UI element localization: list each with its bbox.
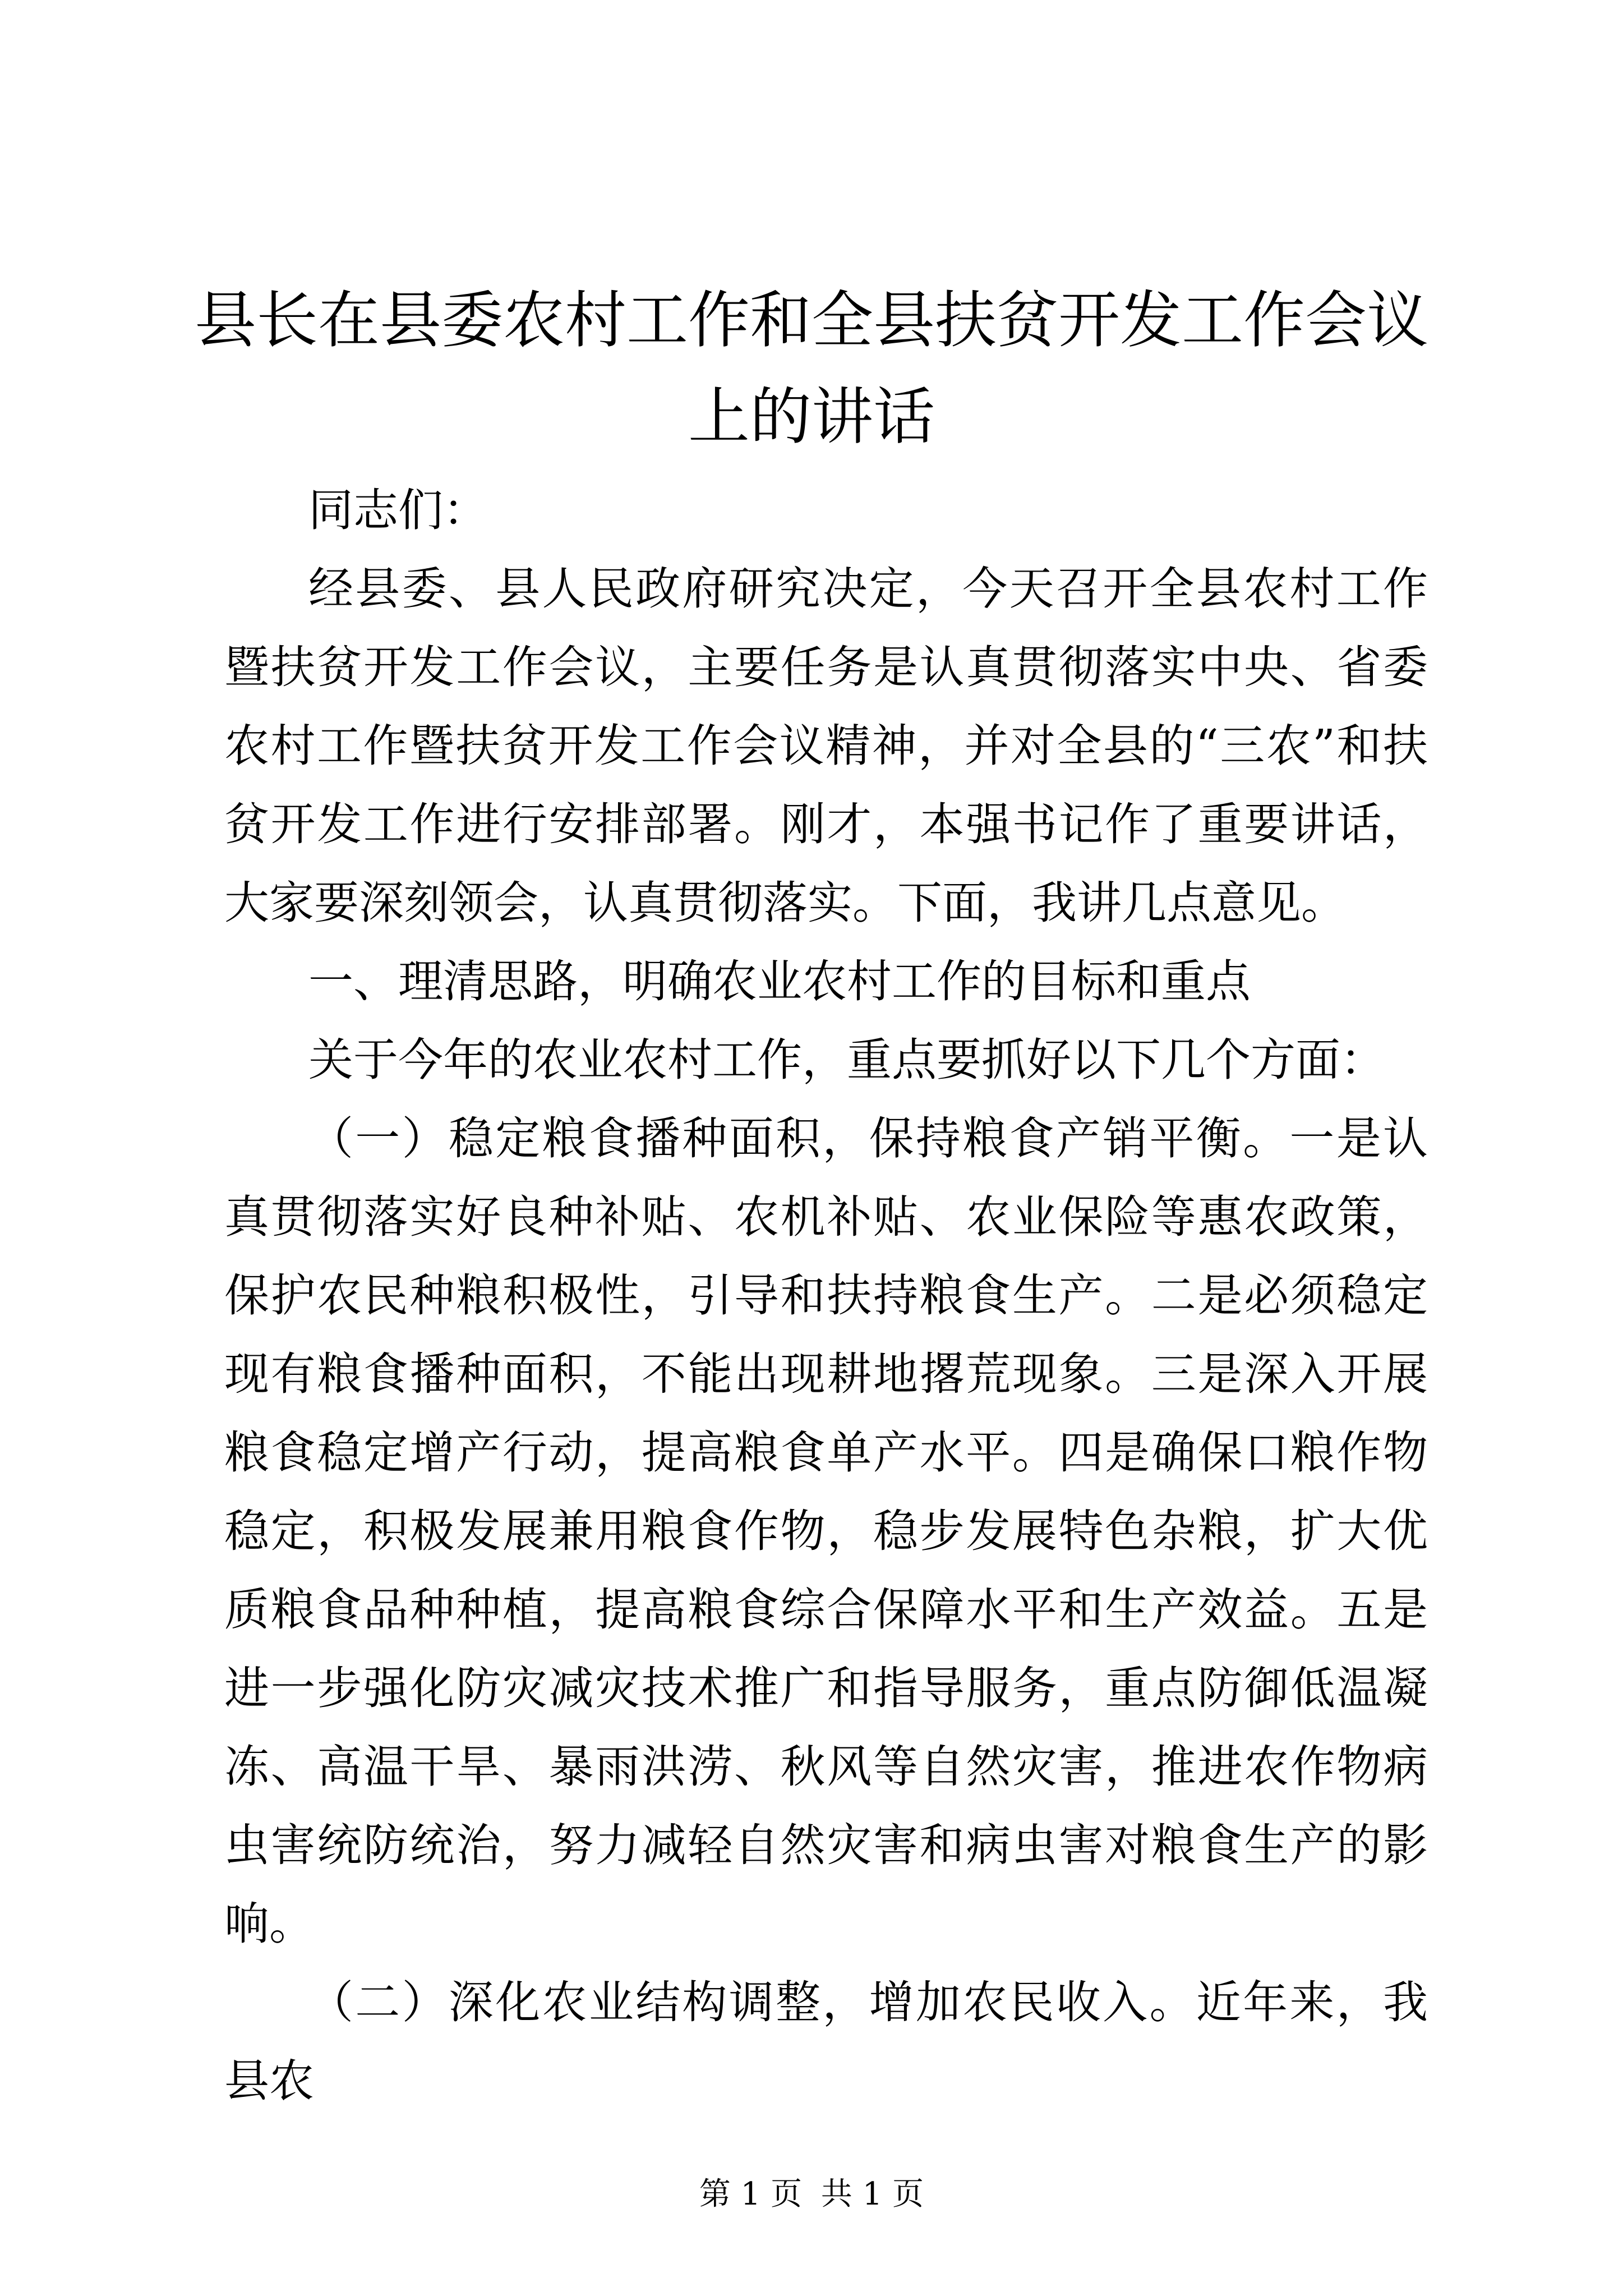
salutation-paragraph: 同志们：	[308, 484, 488, 536]
page-total: 共 1 页	[820, 2176, 924, 2212]
section-heading: 一、理清思路，明确农业农村工作的目标和重点	[308, 955, 1251, 1007]
intro-paragraph: 经县委、县人民政府研究决定，今天召开全县农村工作暨扶贫开发工作会议，主要任务是认真贯彻落实中央、省委农村工作暨扶贫开发工作会议精神，并对全县的“三农”和扶贫开发工作进行安排部署。刚才，本强书记作了重要讲话，大家要深刻领会，认真贯彻落实。下面，我讲几点意见。	[224, 563, 1428, 929]
structure-paragraph: （二）深化农业结构调整，增加农民收入。近年来，我县农	[224, 1976, 1428, 2107]
document-body	[224, 471, 1428, 2120]
page-number: 第 1 页	[699, 2176, 803, 2212]
page-footer	[0, 2172, 1623, 2217]
grain-paragraph: （一）稳定粮食播种面积，保持粮食产销平衡。一是认真贯彻落实好良种补贴、农机补贴、农业保险等惠农政策，保护农民种粮积极性，引导和扶持粮食生产。二是必须稳定现有粮食播种面积，不能出现耕地撂荒现象。三是深入开展粮食稳定增产行动，提高粮食单产水平。四是确保口粮作物稳定，积极发展兼用粮食作物，稳步发展特色杂粮，扩大优质粮食品种种植，提高粮食综合保障水平和生产效益。五是进一步强化防灾减灾技术推广和指导服务，重点防御低温凝冻、高温干旱、暴雨洪涝、秋风等自然灾害，推进农作物病虫害统防统治，努力减轻自然灾害和病虫害对粮食生产的影响。	[224, 1112, 1428, 1950]
document-title: 县长在县委农村工作和全县扶贫开发工作会议上的讲话	[195, 284, 1428, 453]
section-lead-paragraph: 关于今年的农业农村工作，重点要抓好以下几个方面：	[308, 1034, 1385, 1086]
